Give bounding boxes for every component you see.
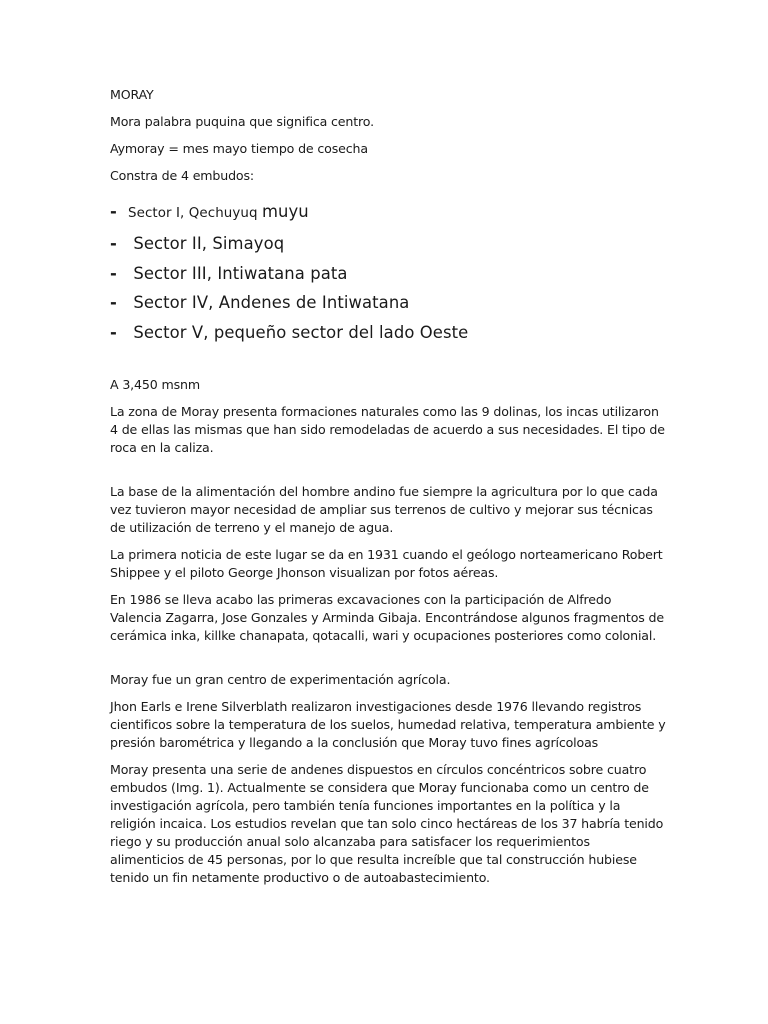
paragraph-research: Jhon Earls e Irene Silverblath realizaron investigaciones desde 1976 llevando registros cientificos sobre la temperatura de los suelos, humedad relativa, temperatura ambiente y presión barométrica y llegando a la conclusión que Moray tuvo fines agrícoloas: [110, 698, 666, 750]
sector-label: Sector V, pequeño sector del lado Oeste: [133, 323, 469, 343]
paragraph-excavations: En 1986 se lleva acabo las primeras excavaciones con la participación de Alfredo Valencia Zagarra, Jose Gonzales y Arminda Gibaja. Encontrándose algunos fragmentos de cerámica inka, killke chanapata, qotacalli, wari y ocupaciones posteriores como colonial.: [110, 591, 664, 643]
sector-label: Sector II, Simayoq: [133, 233, 285, 253]
sector-label: Sector IV, Andenes de Intiwatana: [133, 293, 410, 313]
sector-label-suffix: muyu: [261, 202, 309, 221]
spacer: [110, 348, 666, 376]
spacer: [110, 466, 666, 483]
paragraph-agriculture: La base de la alimentación del hombre andino fue siempre la agricultura por lo que cada vez tuvieron mayor necesidad de ampliar sus terrenos de cultivo y mejorar sus técnicas de utilización de terreno y el manejo de agua.: [110, 483, 658, 535]
intro-line-1: Mora palabra puquina que significa centro.: [110, 114, 374, 129]
paragraph-center: Moray fue un gran centro de experimentación agrícola.: [110, 671, 451, 687]
spacer: [110, 654, 666, 671]
sector-item: [110, 197, 666, 229]
intro-line-3: Constra de 4 embudos:: [110, 168, 254, 183]
intro-line-2: Aymoray = mes mayo tiempo de cosecha: [110, 141, 368, 156]
sector-item: [110, 318, 666, 348]
list-dash: -: [110, 323, 117, 343]
sector-item: [110, 229, 666, 259]
document-title: MORAY: [110, 87, 154, 102]
list-dash: -: [110, 202, 117, 221]
list-dash: -: [110, 293, 117, 313]
paragraph-terraces: Moray presenta una serie de andenes dispuestos en círculos concéntricos sobre cuatro embudos (Img. 1). Actualmente se considera que Moray funcionaba como un centro de investigación agrícola, pero también tenía funciones importantes en la política y la religión incaica. Los estudios revelan que tan solo cinco hectáreas de los 37 habría tenido riego y su producción anual solo alcanzaba para satisfacer los requerimientos alimenticios de 45 personas, por lo que resulta increíble que tal construcción hubiese tenido un fin netamente productivo o de autoabastecimiento.: [110, 761, 664, 885]
document-body: [110, 86, 666, 896]
list-dash: -: [110, 263, 117, 283]
list-dash: -: [110, 233, 117, 253]
altitude-line: A 3,450 msnm: [110, 376, 200, 392]
paragraph-geology: La zona de Moray presenta formaciones naturales como las 9 dolinas, los incas utilizaron 4 de ellas las mismas que han sido remodeladas de acuerdo a sus necesidades. El tipo de roca en la caliza.: [110, 403, 665, 455]
paragraph-discovery: La primera noticia de este lugar se da en 1931 cuando el geólogo norteamericano Robert Shippee y el piloto George Jhonson visualizan por fotos aéreas.: [110, 546, 663, 580]
sector-label: Sector I, Qechuyuq: [128, 206, 262, 221]
sector-label: Sector III, Intiwatana pata: [133, 263, 348, 283]
sector-item: [110, 259, 666, 289]
sector-list: [110, 197, 666, 348]
sector-item: [110, 288, 666, 318]
